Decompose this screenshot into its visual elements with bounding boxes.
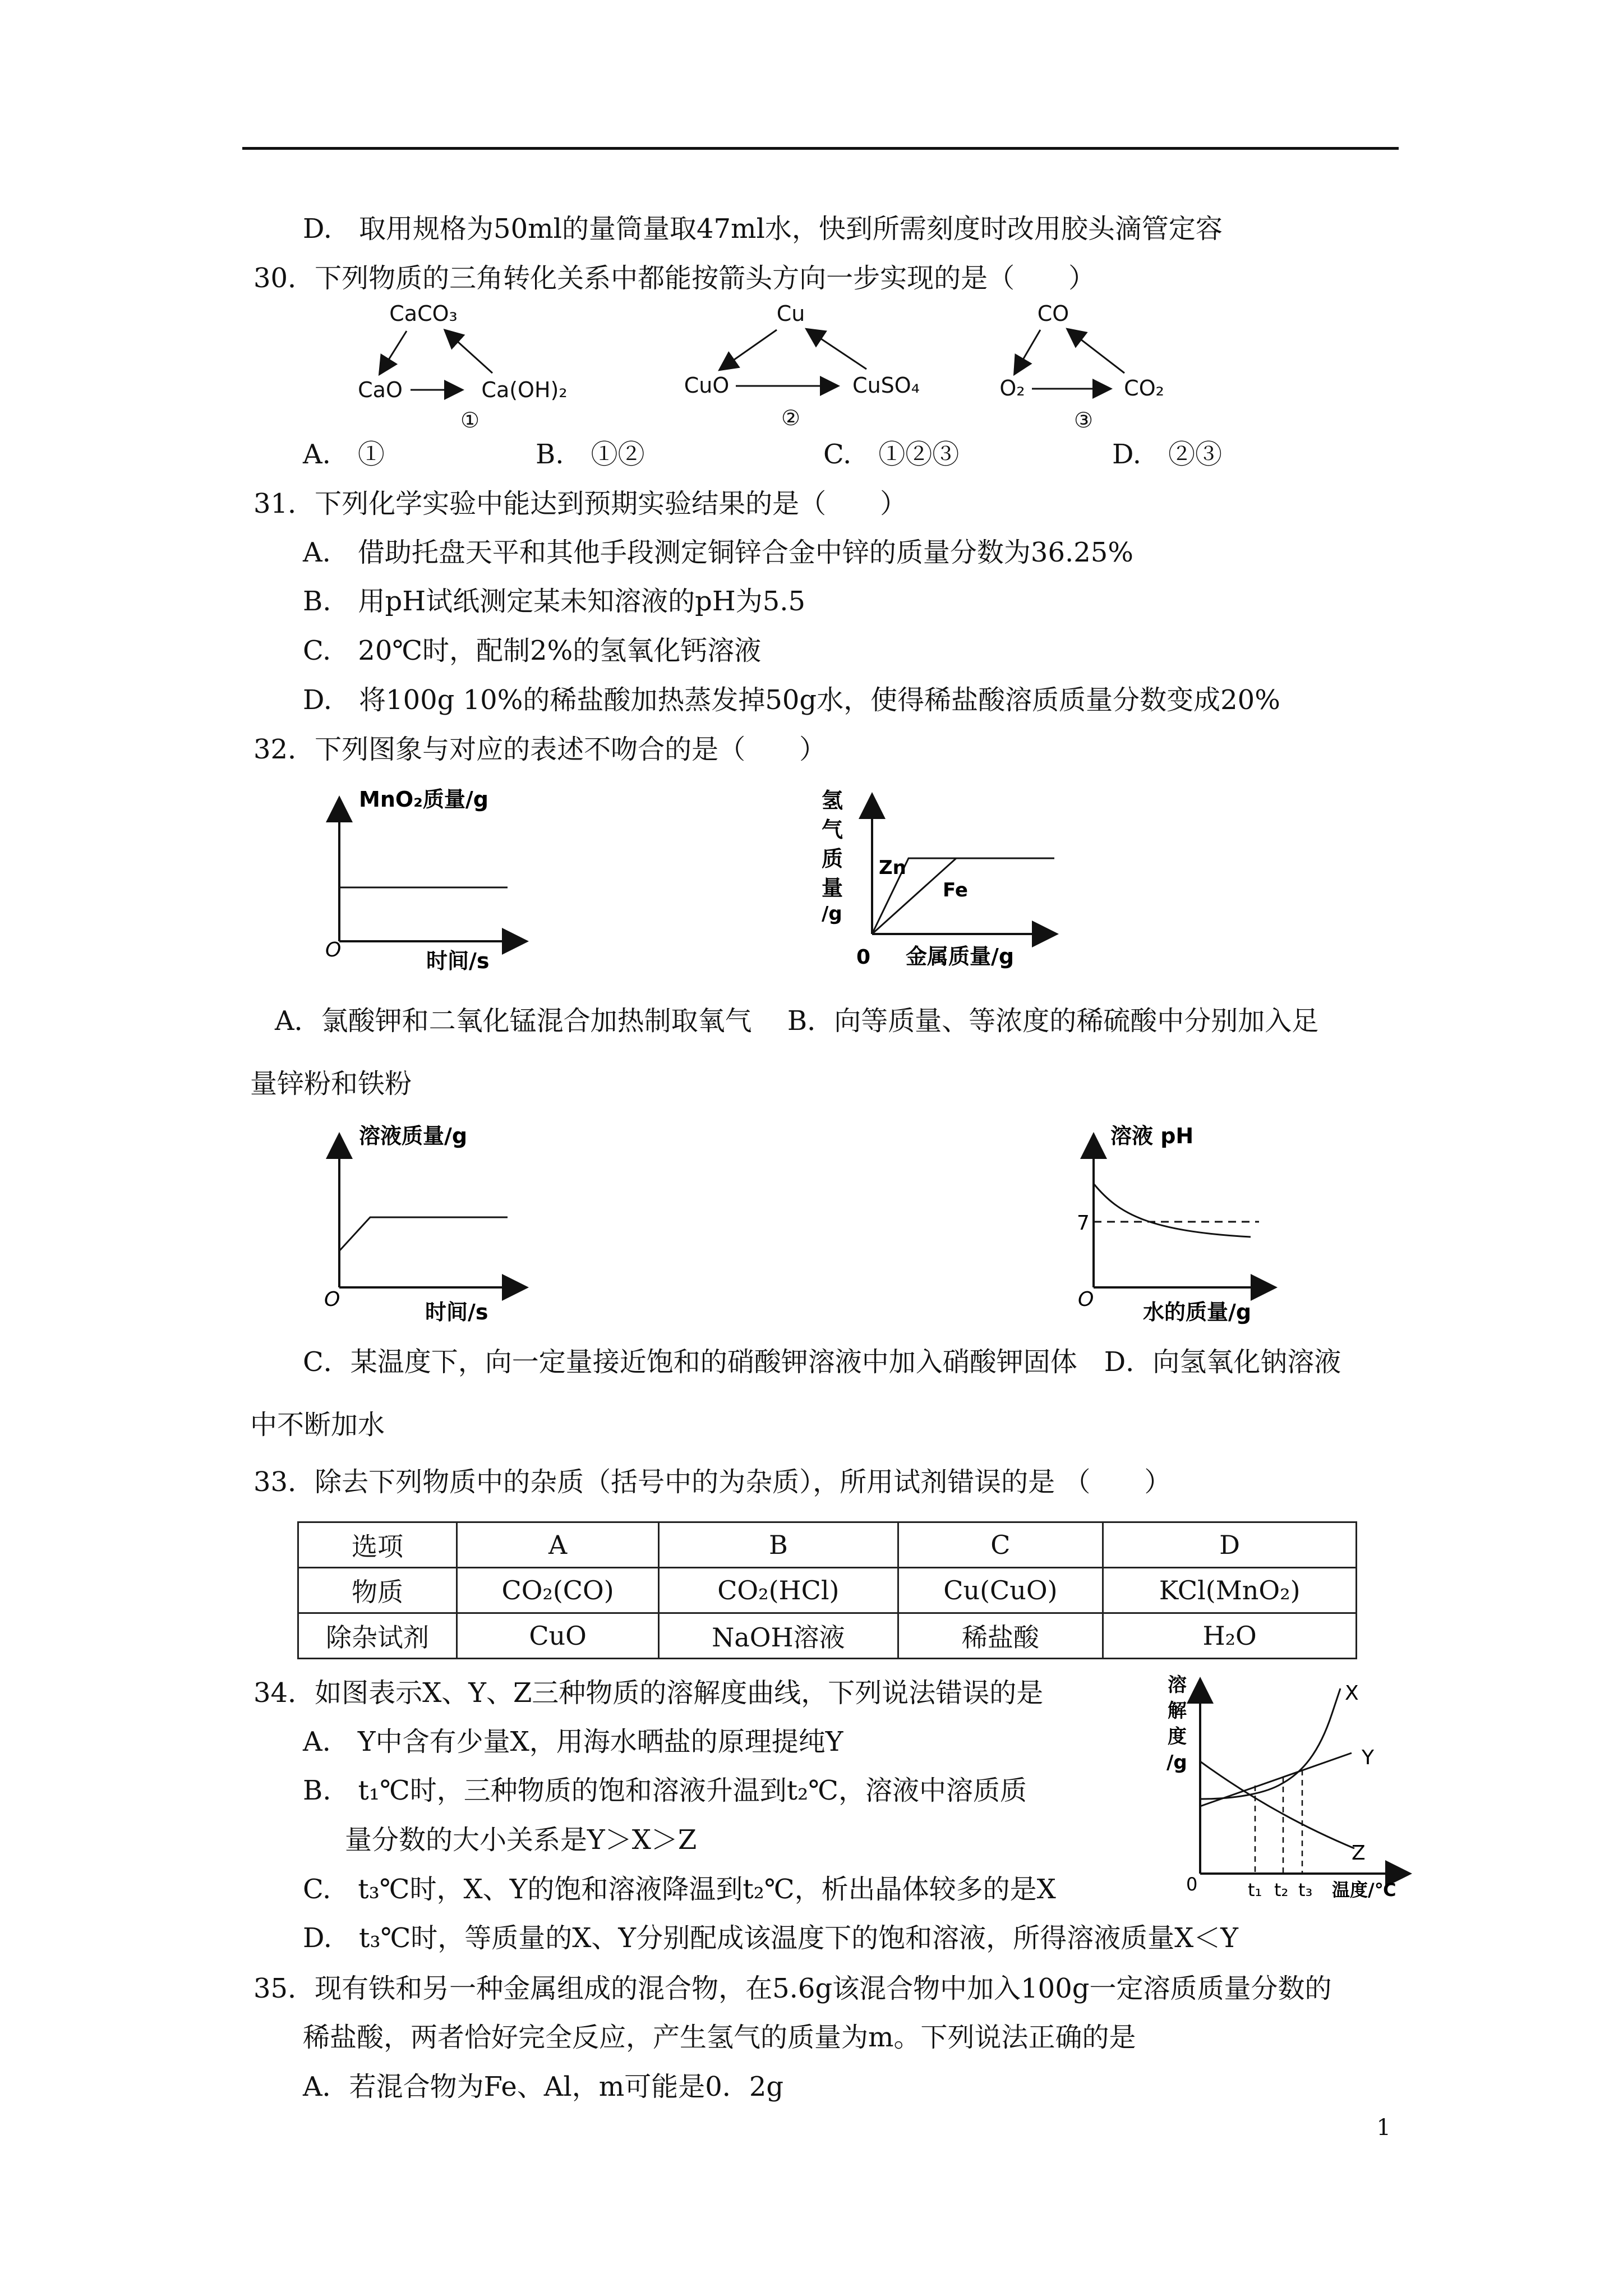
sol-ylabel-4: /g (1166, 1751, 1187, 1774)
graph-d (1066, 1122, 1301, 1324)
q31-stem: 31．下列化学实验中能达到预期实验结果的是（ ） (253, 488, 907, 519)
graph-b-ylabel-3: 质 (822, 846, 843, 871)
sol-origin: 0 (1186, 1874, 1198, 1895)
q30-stem: 30．下列物质的三角转化关系中都能按箭头方向一步实现的是（ ） (253, 263, 1096, 294)
q31-option-d: D. 将100g 10%的稀盐酸加热蒸发掉50g水，使得稀盐酸溶质质量分数变成20% (303, 684, 1280, 716)
sol-ylabel-1: 溶 (1168, 1674, 1187, 1696)
q35-option-a: A．若混合物为Fe、Al，m可能是0．2g (303, 2071, 784, 2102)
q32-caption-cd-cont: 中不断加水 (250, 1409, 385, 1441)
q35-stem: 35．现有铁和另一种金属组成的混合物，在5.6g该混合物中加入100g一定溶质质量分数的 (253, 1973, 1332, 2004)
sol-ylabel-2: 解 (1168, 1700, 1187, 1722)
q30-diagrams (336, 297, 1223, 438)
tri1-right: Ca(OH)₂ (481, 378, 568, 402)
q32-caption-ab: A．氯酸钾和二氧化锰混合加热制取氧气 B．向等质量、等浓度的稀硫酸中分别加入足 (275, 1005, 1319, 1037)
q34-option-a: A. Y中含有少量X，用海水晒盐的原理提纯Y (303, 1726, 843, 1757)
graph-d-ref-label: 7 (1077, 1212, 1090, 1235)
graph-a-xlabel: 时间/s (426, 949, 490, 973)
q32-caption-cd: C．某温度下，向一定量接近饱和的硝酸钾溶液中加入硝酸钾固体 D．向氢氧化钠溶液 (303, 1346, 1341, 1378)
q30-option-c: C. ①②③ (823, 439, 960, 470)
tri2-right: CuSO₄ (852, 373, 920, 398)
q31-option-c: C. 20℃时，配制2%的氢氧化钙溶液 (303, 635, 762, 666)
graph-c-xlabel: 时间/s (425, 1300, 488, 1324)
table-cell: C (898, 1522, 1103, 1568)
tri3-right: CO₂ (1124, 376, 1164, 401)
graph-a-origin: O (325, 938, 342, 961)
graph-a (314, 785, 550, 973)
graph-c-line (339, 1217, 508, 1251)
table-header-row (298, 1522, 1357, 1568)
table-cell: NaOH溶液 (659, 1613, 898, 1659)
table-cell: CO₂(HCl) (659, 1568, 898, 1613)
tri1-left: CaO (358, 378, 403, 402)
tri3-number: ③ (1073, 408, 1094, 432)
q34-option-c: C. t₃℃时，X、Y的饱和溶液降温到t₂℃，析出晶体较多的是X (303, 1874, 1056, 1905)
graph-b-ylabel-4: 量 (822, 876, 843, 900)
graph-d-origin: O (1078, 1288, 1094, 1311)
q30-option-a: A. ① (303, 439, 385, 470)
curve-z (1200, 1761, 1354, 1848)
table-cell: 稀盐酸 (898, 1613, 1103, 1659)
graph-b-series-fe: Fe (943, 879, 968, 901)
graph-b (810, 785, 1080, 976)
graph-c-ylabel: 溶液质量/g (359, 1124, 468, 1148)
q34-option-b: B. t₁℃时，三种物质的饱和溶液升温到t₂℃，溶液中溶质质 (303, 1775, 1027, 1806)
graph-b-series-zn: Zn (879, 857, 906, 879)
q30-option-b: B. ①② (536, 439, 645, 470)
graph-c-origin: O (324, 1288, 340, 1311)
graph-d-ylabel: 溶液 pH (1110, 1124, 1194, 1148)
table-cell: A (457, 1522, 659, 1568)
q35-stem-cont: 稀盐酸，两者恰好完全反应，产生氢气的质量为m。下列说法正确的是 (303, 2022, 1136, 2053)
table-row (298, 1613, 1357, 1659)
tri2-number: ② (781, 406, 801, 430)
curve-y (1200, 1753, 1352, 1806)
q31-option-b: B. 用pH试纸测定某未知溶液的pH为5.5 (303, 586, 806, 617)
tri3-left: O₂ (999, 376, 1025, 401)
q33-table (297, 1521, 1357, 1659)
triangle-1 (358, 301, 567, 432)
graph-d-xlabel: 水的质量/g (1143, 1300, 1252, 1324)
sol-tick-t1: t₁ (1248, 1879, 1262, 1901)
sol-series-x: X (1345, 1682, 1359, 1705)
graph-b-xlabel: 金属质量/g (906, 944, 1015, 969)
q32-caption-ab-cont: 量锌粉和铁粉 (250, 1068, 412, 1099)
triangle-2 (684, 301, 920, 430)
table-row (298, 1568, 1357, 1613)
table-cell: 物质 (298, 1568, 457, 1613)
sol-ylabel-3: 度 (1168, 1726, 1187, 1748)
sol-tick-t3: t₃ (1298, 1879, 1313, 1901)
q33-stem: 33．除去下列物质中的杂质（括号中的为杂质），所用试剂错误的是 （ ） (253, 1466, 1172, 1498)
table-cell: D (1103, 1522, 1357, 1568)
table-cell: 除杂试剂 (298, 1613, 457, 1659)
graph-a-ylabel: MnO₂质量/g (359, 787, 488, 812)
table-cell: B (659, 1522, 898, 1568)
q30-option-d: D. ②③ (1112, 439, 1223, 470)
sol-series-z: Z (1352, 1842, 1366, 1865)
page-number: 1 (1376, 2115, 1391, 2141)
table-cell: KCl(MnO₂) (1103, 1568, 1357, 1613)
table-cell: 选项 (298, 1522, 457, 1568)
sol-xlabel: 温度/℃ (1332, 1879, 1396, 1901)
graph-b-origin: 0 (856, 946, 871, 969)
q31-option-a: A. 借助托盘天平和其他手段测定铜锌合金中锌的质量分数为36.25% (303, 537, 1133, 568)
tri2-left: CuO (684, 373, 730, 398)
graph-d-curve (1094, 1184, 1251, 1237)
q29-option-d: D. 取用规格为50ml的量筒量取47ml水，快到所需刻度时改用胶头滴管定容 (303, 213, 1223, 245)
tri2-top: Cu (776, 301, 805, 326)
graph-c (314, 1122, 550, 1324)
triangle-3 (999, 301, 1164, 432)
table-cell: CO₂(CO) (457, 1568, 659, 1613)
table-cell: H₂O (1103, 1613, 1357, 1659)
q34-option-d: D. t₃℃时，等质量的X、Y分别配成该温度下的饱和溶液，所得溶液质量X＜Y (303, 1922, 1238, 1954)
tri3-top: CO (1037, 301, 1069, 326)
graph-b-ylabel-5: /g (822, 903, 842, 925)
table-cell: CuO (457, 1613, 659, 1659)
graph-b-ylabel-1: 氢 (822, 788, 843, 813)
q34-option-b-cont: 量分数的大小关系是Y＞X＞Z (345, 1824, 697, 1856)
tri1-top: CaCO₃ (389, 301, 458, 326)
q34-stem: 34．如图表示X、Y、Z三种物质的溶解度曲线，下列说法错误的是 (253, 1677, 1044, 1709)
table-cell: Cu(CuO) (898, 1568, 1103, 1613)
q32-stem: 32．下列图象与对应的表述不吻合的是（ ） (253, 734, 827, 765)
sol-tick-t2: t₂ (1274, 1879, 1289, 1901)
graph-b-ylabel-2: 气 (822, 817, 843, 842)
sol-series-y: Y (1362, 1746, 1374, 1769)
solubility-graph (1155, 1669, 1419, 1904)
header-rule (242, 147, 1399, 150)
tri1-number: ① (460, 408, 480, 432)
